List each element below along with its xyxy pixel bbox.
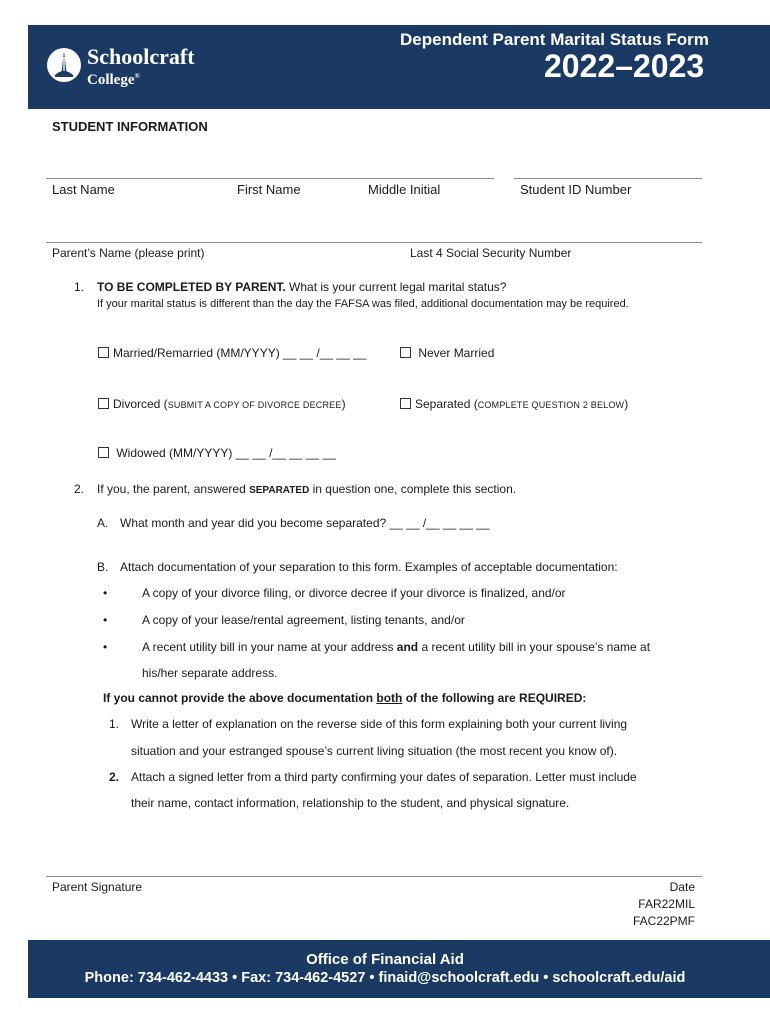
first-name-label: First Name [237,182,301,197]
bullet-icon: • [103,640,108,654]
q1-text: TO BE COMPLETED BY PARENT. What is your current legal marital status? [97,280,507,294]
q2-text: If you, the parent, answered SEPARATED in question one, complete this section. [97,482,517,496]
divorced-checkbox[interactable] [98,398,109,409]
q2a-text: What month and year did you become separated? __ __ /__ __ __ __ [120,516,490,530]
q2a-label: A. [97,516,109,530]
footer-contact: Phone: 734-462-4433 • Fax: 734-462-4527 • finaid@schoolcraft.edu • schoolcraft.edu/aid [84,970,686,986]
middle-initial-label: Middle Initial [368,182,441,197]
signature-line[interactable] [46,876,702,877]
last-name-label: Last Name [52,182,115,197]
req1-text-cont: situation and your estranged spouse’s current living situation (the most recent you know of). [131,744,618,758]
bullet-icon: • [103,586,108,600]
bullet-item-3-cont: his/her separate address. [142,666,278,680]
form-code-2: FAC22PMF [632,914,695,928]
req2-number: 2. [109,770,120,784]
bullet-item-2: A copy of your lease/rental agreement, listing tenants, and/or [142,613,465,627]
option-never-married[interactable]: Never Married [400,346,494,360]
required-heading: If you cannot provide the above documentation both of the following are REQUIRED: [103,691,587,705]
bullet-item-1: A copy of your divorce filing, or divorce decree if your divorce is finalized, and/or [142,586,566,600]
form-title: Dependent Parent Marital Status Form [400,30,709,49]
footer-office: Office of Financial Aid [306,951,464,968]
option-widowed[interactable]: Widowed (MM/YYYY) __ __ /__ __ __ __ [98,446,336,460]
separated-checkbox[interactable] [400,398,411,409]
married-checkbox[interactable] [98,347,109,358]
name-line[interactable] [46,178,494,179]
widowed-checkbox[interactable] [98,447,109,458]
date-label: Date [669,880,695,894]
q1-number: 1. [74,280,85,294]
student-id-line[interactable] [514,178,702,179]
req2-text-cont: their name, contact information, relationship to the student, and physical signature. [131,796,570,810]
bullet-item-3: A recent utility bill in your name at your address and a recent utility bill in your spouse’s name at [142,640,651,654]
never-married-checkbox[interactable] [400,347,411,358]
option-divorced[interactable]: Divorced (SUBMIT A COPY OF DIVORCE DECREE) [98,397,346,411]
ssn-label: Last 4 Social Security Number [410,246,572,260]
q2b-text: Attach documentation of your separation to this form. Examples of acceptable documentation: [120,560,618,574]
bullet-icon: • [103,613,108,627]
parent-name-line[interactable] [46,242,702,243]
section-title: STUDENT INFORMATION [52,119,208,134]
footer-banner [28,940,770,998]
q2b-label: B. [97,560,109,574]
q2-number: 2. [74,482,85,496]
option-separated[interactable]: Separated (COMPLETE QUESTION 2 BELOW) [400,397,628,411]
logo-subtitle: College® [87,72,140,88]
form-code-1: FAR22MIL [638,897,695,911]
parent-signature-label: Parent Signature [52,880,143,894]
req2-text: Attach a signed letter from a third party confirming your dates of separation. Letter must include [131,770,637,784]
req1-number: 1. [109,717,120,731]
schoolcraft-logo-icon [46,47,82,83]
logo-name: Schoolcraft [87,44,195,69]
parent-name-label: Parent’s Name (please print) [52,246,205,260]
student-id-label: Student ID Number [520,182,632,197]
req1-text: Write a letter of explanation on the reverse side of this form explaining both your current living [131,717,628,731]
option-married[interactable]: Married/Remarried (MM/YYYY) __ __ /__ __ __ [98,346,366,360]
form-year: 2022–2023 [544,48,705,84]
q1-note: If your marital status is different than the day the FAFSA was filed, additional documentation may be required. [97,298,629,310]
